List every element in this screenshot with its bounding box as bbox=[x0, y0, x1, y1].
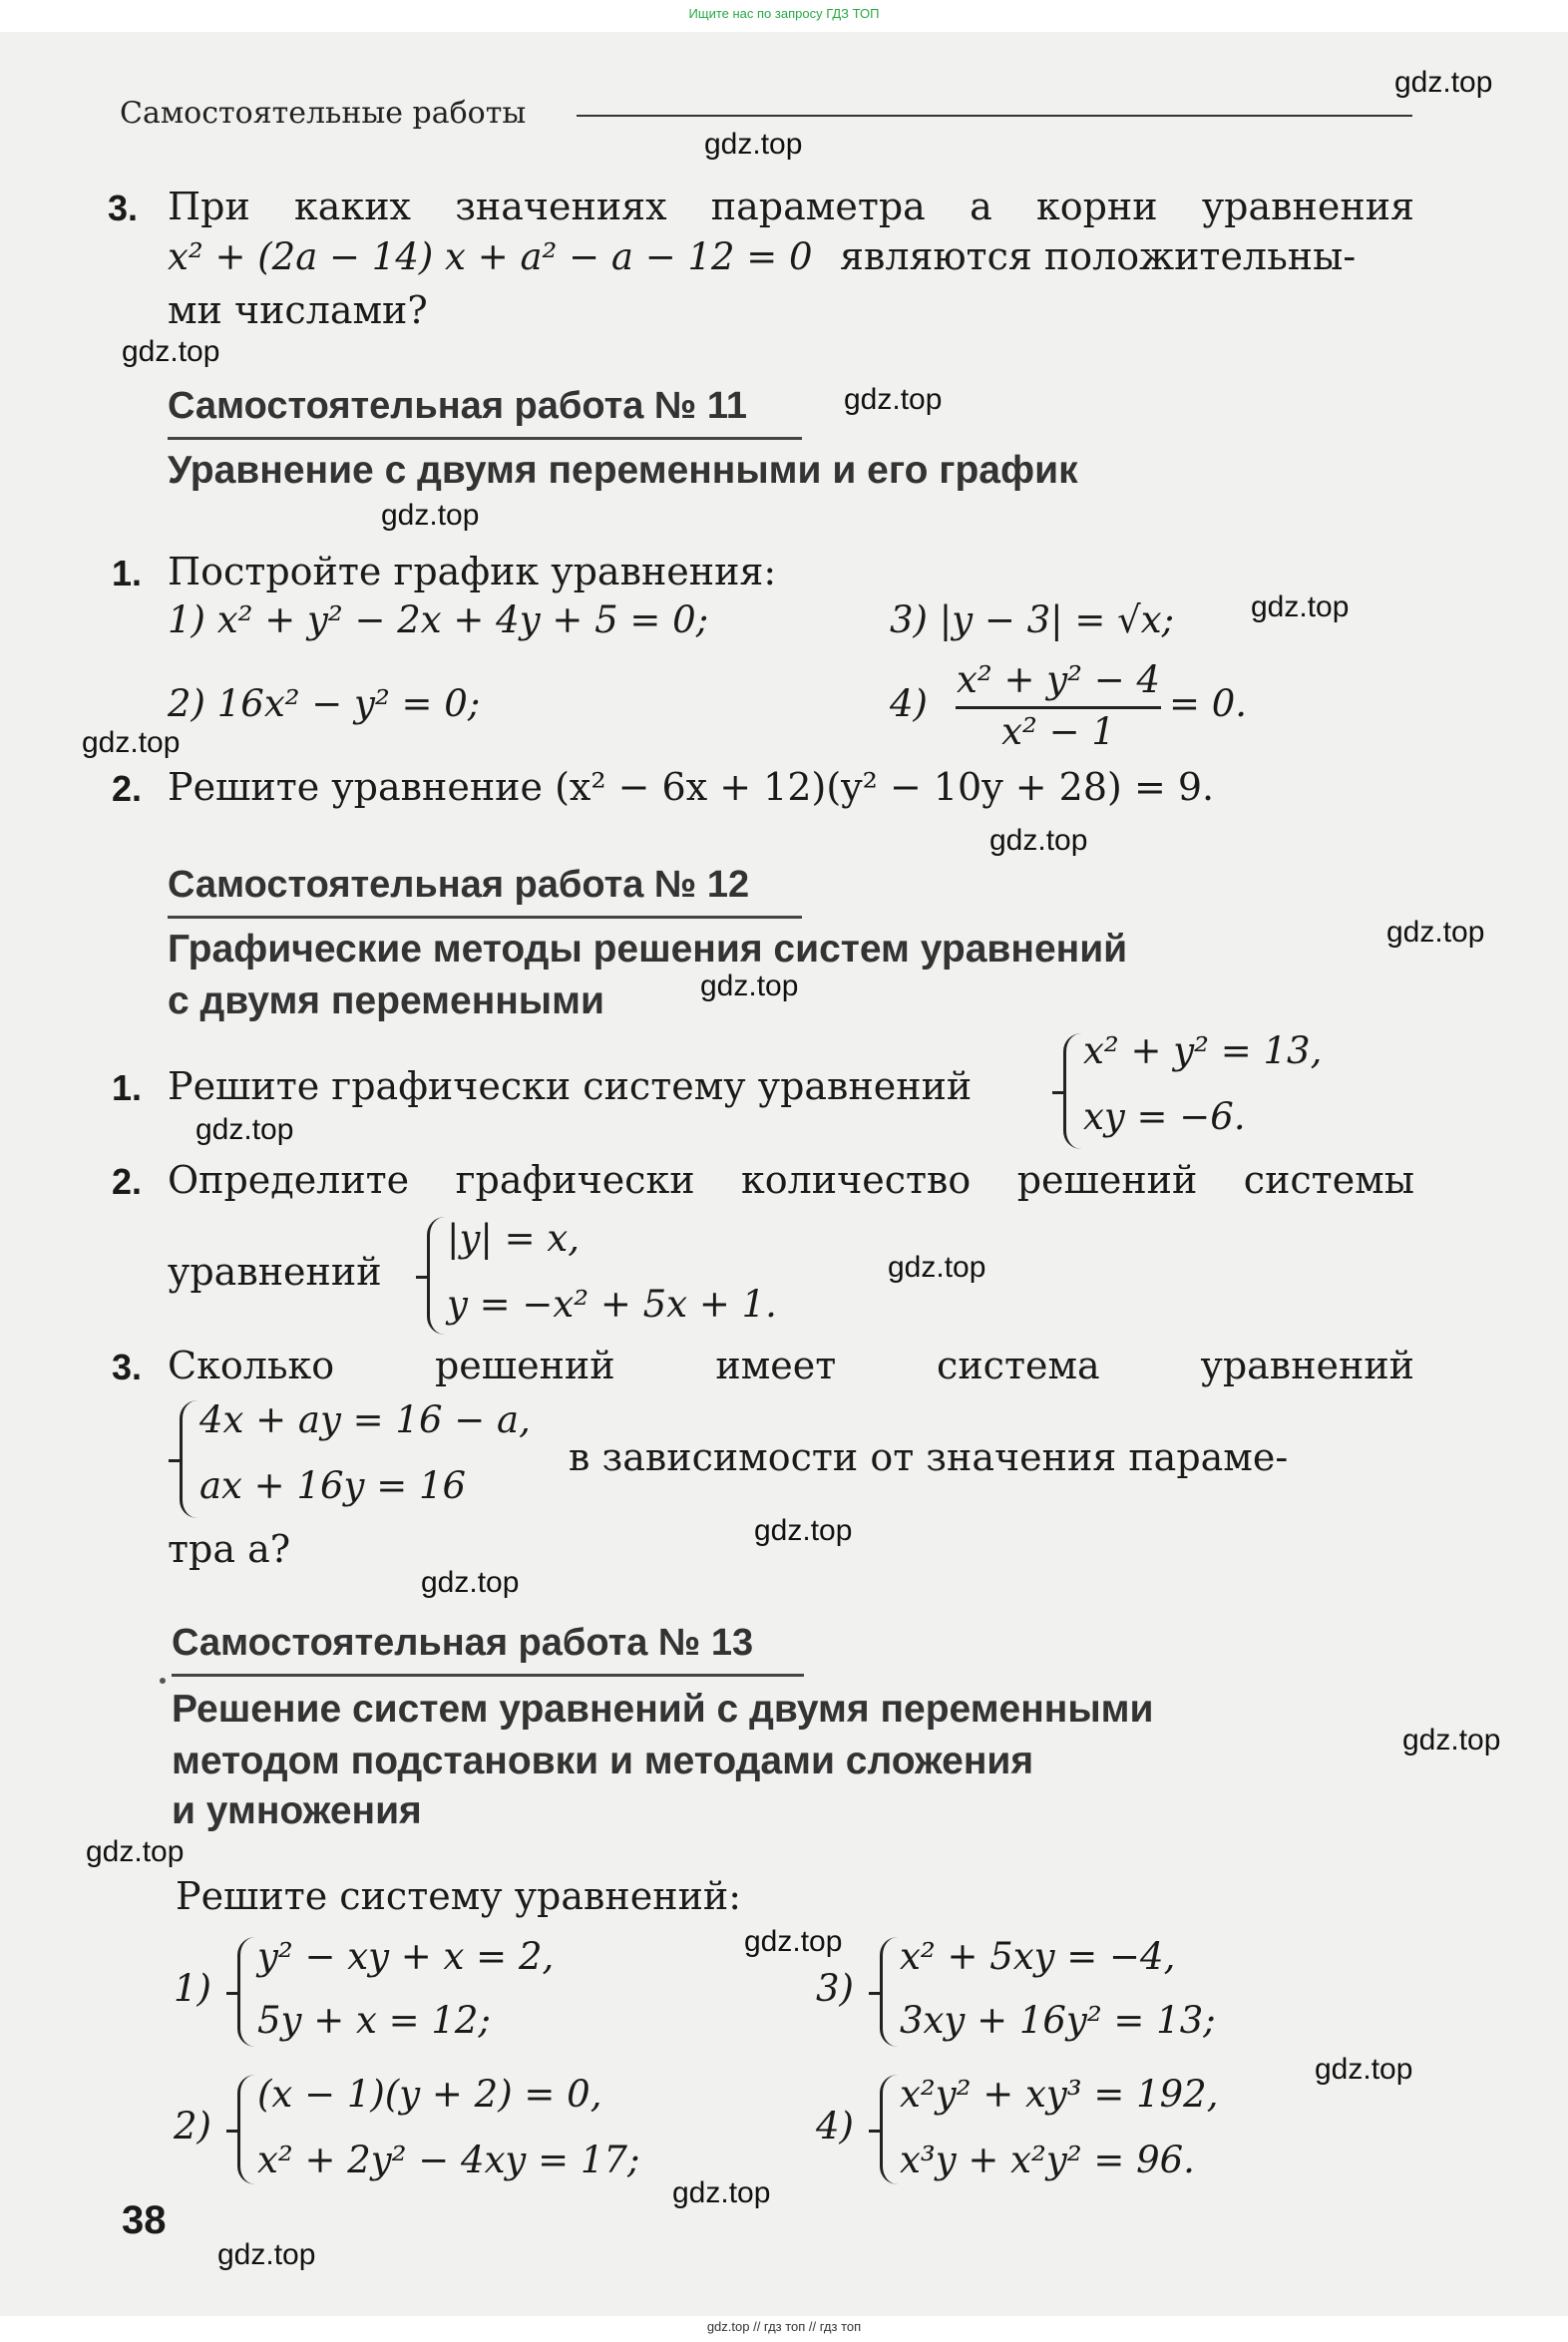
title-rule bbox=[168, 916, 802, 919]
task-text: Решите систему уравнений: bbox=[176, 1874, 742, 1918]
section-title: Самостоятельная работа № 11 bbox=[168, 385, 748, 427]
task-text: в зависимости от значения параме- bbox=[569, 1435, 1289, 1479]
equation: (x − 1)(y + 2) = 0, bbox=[257, 2073, 602, 2116]
watermark: gdz.top bbox=[672, 2176, 771, 2209]
section-subtitle: с двумя переменными bbox=[168, 979, 604, 1022]
task-number: 3. bbox=[108, 188, 139, 228]
task-number: 2. bbox=[112, 1161, 143, 1202]
equation: = 0. bbox=[1169, 682, 1248, 725]
watermark: gdz.top bbox=[122, 335, 220, 368]
equation: x³y + x²y² = 96. bbox=[900, 2139, 1195, 2181]
page-number: 38 bbox=[122, 2198, 167, 2242]
watermark: gdz.top bbox=[754, 1514, 853, 1547]
task-number: 2. bbox=[112, 768, 143, 809]
equation: |y| = x, bbox=[447, 1217, 580, 1260]
equation: x² + 5xy = −4, bbox=[900, 1935, 1176, 1978]
bottom-banner[interactable]: gdz.top // гдз топ // гдз топ bbox=[0, 2316, 1568, 2342]
watermark: gdz.top bbox=[1386, 916, 1485, 949]
task-text: Определите графически количество решений системы bbox=[168, 1158, 1414, 1202]
header-rule bbox=[577, 115, 1412, 117]
task-number: 1. bbox=[112, 1067, 143, 1108]
section-title: Самостоятельная работа № 13 bbox=[172, 1622, 754, 1664]
task-text: тра a? bbox=[168, 1527, 291, 1571]
section-subtitle: Уравнение с двумя переменными и его график bbox=[168, 449, 1078, 492]
section-subtitle: Решение систем уравнений с двумя переменными bbox=[172, 1688, 1154, 1731]
task-text: При каких значениях параметра a корни уравнения bbox=[168, 185, 1414, 228]
watermark: gdz.top bbox=[217, 2238, 316, 2271]
task-number: 1. bbox=[112, 553, 143, 593]
system-label: 1) bbox=[174, 1967, 211, 2010]
system-label: 3) bbox=[816, 1967, 854, 2010]
equation: xy = −6. bbox=[1083, 1095, 1246, 1138]
watermark: gdz.top bbox=[1315, 2053, 1413, 2086]
equation: 2) 16x² − y² = 0; bbox=[168, 682, 481, 725]
watermark: gdz.top bbox=[381, 499, 480, 532]
watermark: gdz.top bbox=[421, 1566, 520, 1599]
task-text: Решите уравнение (x² − 6x + 12)(y² − 10y + 28) = 9. bbox=[168, 765, 1215, 809]
fraction-bar bbox=[956, 706, 1161, 709]
watermark: gdz.top bbox=[700, 970, 799, 1002]
system-label: 4) bbox=[816, 2105, 854, 2147]
equation: x² + y² = 13, bbox=[1083, 1029, 1323, 1072]
title-rule bbox=[168, 437, 802, 440]
watermark: gdz.top bbox=[888, 1251, 986, 1284]
equation: y = −x² + 5x + 1. bbox=[447, 1283, 777, 1326]
watermark: gdz.top bbox=[704, 128, 803, 161]
equation-label: 4) bbox=[890, 682, 928, 725]
fraction-numerator: x² + y² − 4 bbox=[956, 658, 1161, 701]
equation: y² − xy + x = 2, bbox=[257, 1935, 555, 1978]
section-title: Самостоятельная работа № 12 bbox=[168, 864, 750, 906]
running-header: Самостоятельные работы bbox=[120, 96, 527, 131]
task-number: 3. bbox=[112, 1347, 143, 1387]
task-text: ми числами? bbox=[168, 288, 428, 332]
page-speck bbox=[160, 1678, 166, 1684]
task-text: Решите графически систему уравнений bbox=[168, 1064, 973, 1108]
equation: x² + (2a − 14) x + a² − a − 12 = 0 bbox=[168, 235, 813, 278]
task-text: Постройте график уравнения: bbox=[168, 550, 777, 593]
equation: ax + 16y = 16 bbox=[199, 1464, 467, 1507]
task-text: являются положительны- bbox=[840, 234, 1357, 278]
top-banner[interactable]: Ищите нас по запросу ГДЗ ТОП bbox=[0, 0, 1568, 32]
watermark: gdz.top bbox=[1402, 1724, 1501, 1756]
task-text: уравнений bbox=[168, 1250, 382, 1294]
watermark: gdz.top bbox=[844, 383, 943, 416]
equation: x² + 2y² − 4xy = 17; bbox=[257, 2139, 640, 2181]
section-subtitle: Графические методы решения систем уравнений bbox=[168, 928, 1128, 971]
watermark: gdz.top bbox=[989, 824, 1088, 857]
equation: x²y² + xy³ = 192, bbox=[900, 2073, 1219, 2116]
task-text: Сколько решений имеет система уравнений bbox=[168, 1344, 1414, 1387]
watermark: gdz.top bbox=[1394, 66, 1493, 99]
watermark: gdz.top bbox=[1251, 590, 1350, 623]
watermark: gdz.top bbox=[82, 726, 181, 759]
equation: 1) x² + y² − 2x + 4y + 5 = 0; bbox=[168, 598, 709, 641]
equation: 3xy + 16y² = 13; bbox=[900, 1999, 1216, 2042]
watermark: gdz.top bbox=[196, 1113, 294, 1146]
fraction-denominator: x² − 1 bbox=[1001, 710, 1115, 753]
section-subtitle: и умножения bbox=[172, 1789, 422, 1832]
equation: 4x + ay = 16 − a, bbox=[199, 1398, 531, 1441]
watermark: gdz.top bbox=[86, 1835, 185, 1868]
watermark: gdz.top bbox=[744, 1925, 843, 1958]
equation: 5y + x = 12; bbox=[257, 1999, 491, 2042]
title-rule bbox=[172, 1674, 804, 1677]
equation: 3) |y − 3| = √x; bbox=[890, 598, 1175, 641]
section-subtitle: методом подстановки и методами сложения bbox=[172, 1740, 1034, 1782]
system-label: 2) bbox=[174, 2105, 211, 2147]
